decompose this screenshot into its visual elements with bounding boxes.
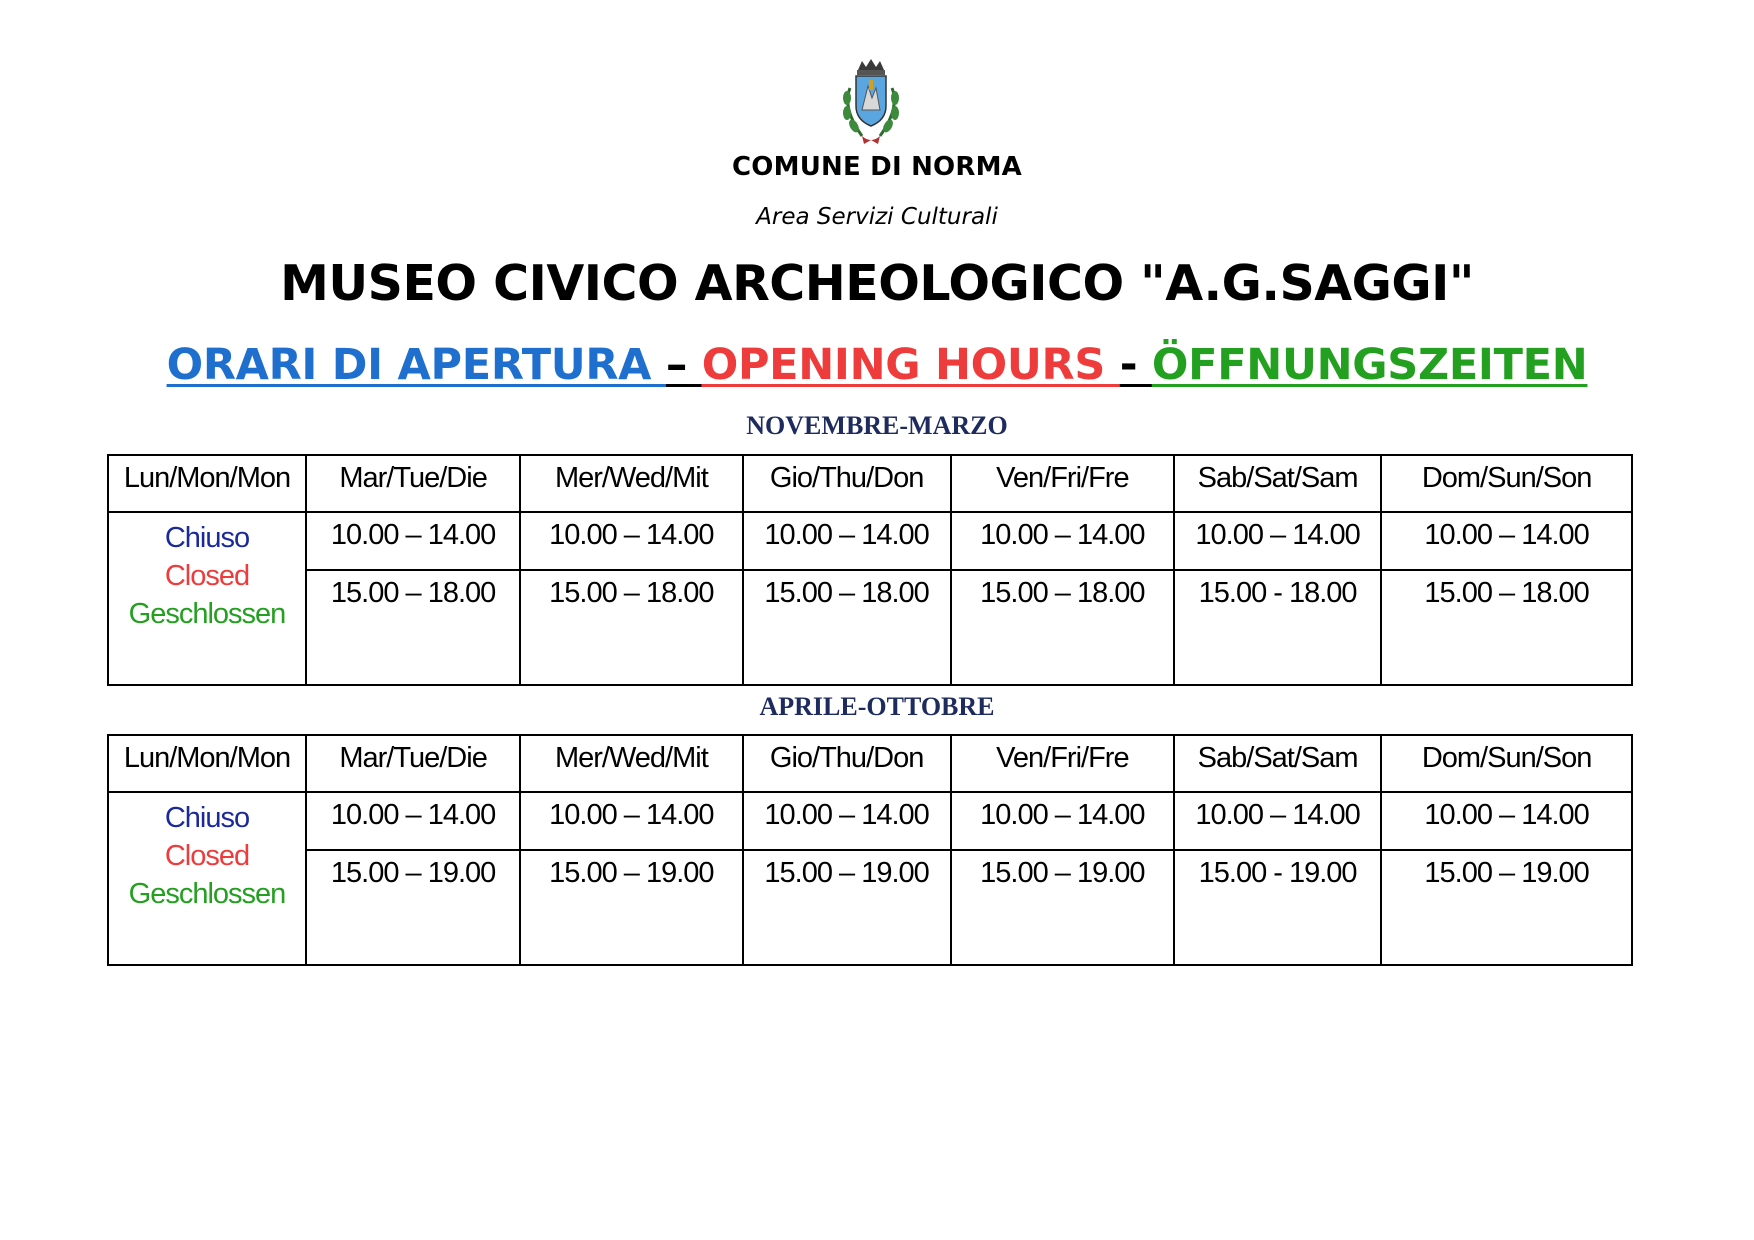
closed-cell	[108, 512, 306, 685]
title-separator: –	[665, 340, 702, 390]
hours-cell: 15.00 – 18.00	[743, 570, 951, 685]
hours-cell: 15.00 – 19.00	[1381, 850, 1632, 965]
title-german: ÖFFNUNGSZEITEN	[1151, 340, 1588, 390]
hours-cell: 15.00 – 18.00	[306, 570, 520, 685]
hours-cell: 15.00 – 18.00	[1381, 570, 1632, 685]
season-label-winter: NOVEMBRE-MARZO	[746, 411, 1008, 440]
schedule-table-winter	[107, 454, 1633, 686]
table-header-row	[108, 735, 1632, 792]
table-row-morning	[108, 512, 1632, 570]
day-header: Mer/Wed/Mit	[520, 455, 742, 512]
hours-cell: 10.00 – 14.00	[1381, 512, 1632, 570]
title-italian: ORARI DI APERTURA	[166, 340, 666, 390]
day-header: Sab/Sat/Sam	[1174, 735, 1381, 792]
department-name: Area Servizi Culturali	[756, 204, 998, 230]
day-header: Dom/Sun/Son	[1381, 735, 1632, 792]
closed-english: Closed	[164, 840, 250, 872]
hours-cell: 15.00 - 19.00	[1174, 850, 1381, 965]
hours-cell: 10.00 – 14.00	[743, 512, 951, 570]
opening-hours-title	[0, 340, 1754, 390]
hours-cell: 10.00 – 14.00	[1174, 512, 1381, 570]
table-row-morning	[108, 792, 1632, 850]
closed-german: Geschlossen	[128, 598, 286, 630]
hours-cell: 10.00 – 14.00	[951, 792, 1174, 850]
day-header: Mar/Tue/Die	[306, 735, 520, 792]
hours-cell: 10.00 – 14.00	[1381, 792, 1632, 850]
closed-german: Geschlossen	[128, 878, 286, 910]
hours-cell: 15.00 – 19.00	[306, 850, 520, 965]
hours-cell: 10.00 – 14.00	[520, 792, 742, 850]
hours-cell: 15.00 – 18.00	[951, 570, 1174, 685]
day-header: Lun/Mon/Mon	[108, 735, 306, 792]
title-separator: -	[1119, 340, 1152, 390]
closed-cell	[108, 792, 306, 965]
table-row-afternoon	[108, 570, 1632, 685]
day-header: Mar/Tue/Die	[306, 455, 520, 512]
hours-cell: 10.00 – 14.00	[1174, 792, 1381, 850]
day-header: Gio/Thu/Don	[743, 455, 951, 512]
closed-english: Closed	[164, 560, 250, 592]
day-header: Lun/Mon/Mon	[108, 455, 306, 512]
hours-cell: 10.00 – 14.00	[520, 512, 742, 570]
title-english: OPENING HOURS	[701, 340, 1120, 390]
municipal-coat-of-arms-icon	[832, 58, 910, 148]
museum-title: MUSEO CIVICO ARCHEOLOGICO "A.G.SAGGI"	[280, 255, 1474, 312]
hours-cell: 10.00 – 14.00	[951, 512, 1174, 570]
hours-cell: 15.00 – 19.00	[743, 850, 951, 965]
day-header: Dom/Sun/Son	[1381, 455, 1632, 512]
season-label-summer: APRILE-OTTOBRE	[759, 692, 995, 721]
table-row-afternoon	[108, 850, 1632, 965]
hours-cell: 15.00 – 19.00	[520, 850, 742, 965]
hours-cell: 15.00 – 19.00	[951, 850, 1174, 965]
table-header-row	[108, 455, 1632, 512]
hours-cell: 15.00 – 18.00	[520, 570, 742, 685]
day-header: Mer/Wed/Mit	[520, 735, 742, 792]
schedule-table-summer	[107, 734, 1633, 966]
hours-cell: 15.00 - 18.00	[1174, 570, 1381, 685]
municipality-name: COMUNE DI NORMA	[732, 152, 1022, 182]
day-header: Ven/Fri/Fre	[951, 735, 1174, 792]
closed-italian: Chiuso	[164, 802, 250, 834]
closed-italian: Chiuso	[164, 522, 250, 554]
day-header: Ven/Fri/Fre	[951, 455, 1174, 512]
day-header: Gio/Thu/Don	[743, 735, 951, 792]
hours-cell: 10.00 – 14.00	[306, 792, 520, 850]
day-header: Sab/Sat/Sam	[1174, 455, 1381, 512]
hours-cell: 10.00 – 14.00	[306, 512, 520, 570]
hours-cell: 10.00 – 14.00	[743, 792, 951, 850]
